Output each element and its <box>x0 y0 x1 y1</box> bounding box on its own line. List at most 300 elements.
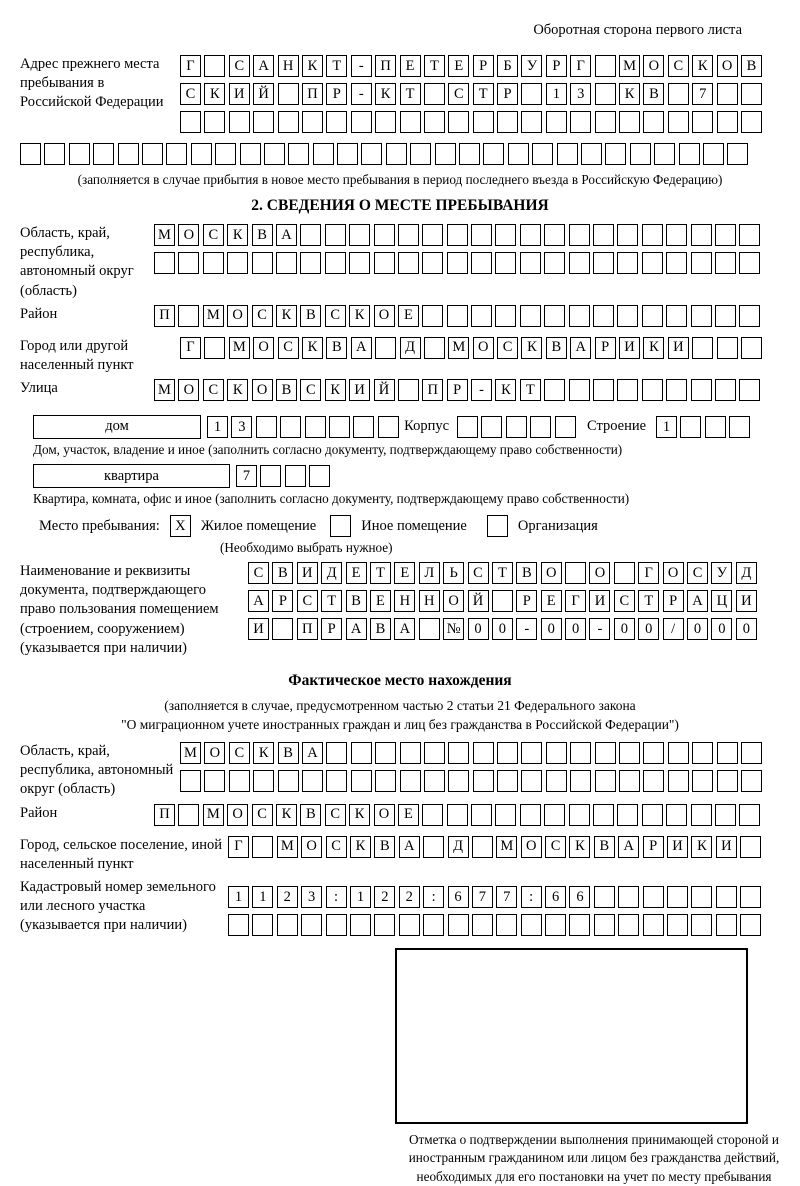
char-cell <box>240 143 261 165</box>
char-cell: К <box>692 55 713 77</box>
house-row <box>33 415 780 439</box>
char-cell <box>326 111 347 133</box>
char-cell: А <box>276 224 297 246</box>
char-cell: К <box>521 337 542 359</box>
char-cell <box>253 770 274 792</box>
char-row <box>180 337 780 359</box>
char-cell <box>715 224 736 246</box>
char-cell: О <box>589 562 610 584</box>
char-cell: Т <box>492 562 513 584</box>
organization-label: Организация <box>517 517 598 534</box>
char-row <box>154 305 780 327</box>
char-cell: С <box>229 742 250 764</box>
char-cell <box>448 914 469 936</box>
char-cell <box>741 83 762 105</box>
char-cell: В <box>300 305 321 327</box>
char-cell <box>569 305 590 327</box>
char-cell <box>44 143 65 165</box>
char-cell <box>581 143 602 165</box>
char-cell <box>471 224 492 246</box>
char-cell: А <box>394 618 415 640</box>
char-row <box>248 618 780 640</box>
char-cell <box>727 143 748 165</box>
actual-location-caption-1: (заполняется в случае, предусмотренном частью 2 статьи 21 Федерального закона <box>164 697 636 713</box>
char-cell: К <box>349 804 370 826</box>
char-cell <box>252 252 273 274</box>
char-cell <box>740 914 761 936</box>
char-cell: А <box>253 55 274 77</box>
char-cell: 3 <box>301 886 322 908</box>
char-cell <box>180 111 201 133</box>
char-cell <box>595 55 616 77</box>
char-cell: К <box>643 337 664 359</box>
char-cell: - <box>471 379 492 401</box>
char-cell <box>375 111 396 133</box>
char-cell <box>570 111 591 133</box>
actual-location-caption-2: "О миграционном учете иностранных граждан и лиц без гражданства в Российской Федерации") <box>121 717 679 732</box>
char-cell <box>668 111 689 133</box>
char-cell: 0 <box>711 618 732 640</box>
apartment-row <box>33 464 780 488</box>
char-cell: П <box>422 379 443 401</box>
char-cell <box>716 914 737 936</box>
organization-checkbox <box>487 515 508 537</box>
char-cell: О <box>663 562 684 584</box>
char-cell <box>595 770 616 792</box>
residential-label: Жилое помещение <box>200 517 317 534</box>
char-cell <box>546 742 567 764</box>
char-cell <box>473 111 494 133</box>
actual-city-label: Город, сельское поселение, иной населенный пункт <box>20 836 223 872</box>
char-cell <box>617 252 638 274</box>
char-cell: Т <box>473 83 494 105</box>
char-cell: У <box>521 55 542 77</box>
char-row <box>207 416 402 438</box>
char-cell <box>398 379 419 401</box>
char-cell <box>203 252 224 274</box>
char-cell <box>471 305 492 327</box>
char-cell: О <box>541 562 562 584</box>
char-cell <box>642 224 663 246</box>
char-cell: А <box>351 337 372 359</box>
char-cell <box>619 742 640 764</box>
char-cell <box>422 224 443 246</box>
char-cell: 1 <box>656 416 677 438</box>
char-cell <box>215 143 236 165</box>
char-cell: К <box>691 836 712 858</box>
char-cell <box>301 914 322 936</box>
char-cell <box>617 804 638 826</box>
char-cell: С <box>497 337 518 359</box>
char-cell: Р <box>473 55 494 77</box>
char-cell <box>313 143 334 165</box>
apartment-type-box: квартира <box>33 464 230 488</box>
char-cell <box>691 252 712 274</box>
char-cell: С <box>203 224 224 246</box>
char-cell: О <box>643 55 664 77</box>
char-cell: С <box>687 562 708 584</box>
char-cell <box>378 416 399 438</box>
char-cell <box>618 886 639 908</box>
char-cell: В <box>346 590 367 612</box>
char-cell <box>497 770 518 792</box>
char-cell: С <box>326 836 347 858</box>
char-cell: М <box>154 224 175 246</box>
char-cell: Д <box>400 337 421 359</box>
char-cell: И <box>736 590 757 612</box>
char-cell <box>361 143 382 165</box>
char-cell: О <box>473 337 494 359</box>
char-cell <box>506 416 527 438</box>
char-cell <box>302 770 323 792</box>
char-cell <box>617 224 638 246</box>
char-cell <box>520 804 541 826</box>
char-cell: М <box>229 337 250 359</box>
char-cell <box>309 465 330 487</box>
char-cell <box>717 83 738 105</box>
char-cell <box>374 224 395 246</box>
char-cell <box>424 770 445 792</box>
char-cell: 2 <box>374 886 395 908</box>
char-cell: 3 <box>231 416 252 438</box>
char-cell <box>278 770 299 792</box>
char-cell: П <box>375 55 396 77</box>
char-cell <box>739 379 760 401</box>
char-cell <box>739 804 760 826</box>
stay-type-row <box>39 515 780 537</box>
char-cell <box>643 886 664 908</box>
char-cell <box>178 252 199 274</box>
char-cell: Р <box>643 836 664 858</box>
char-cell: Й <box>374 379 395 401</box>
char-cell <box>325 252 346 274</box>
char-cell: В <box>643 83 664 105</box>
char-cell <box>375 742 396 764</box>
char-cell: С <box>278 337 299 359</box>
char-cell <box>691 886 712 908</box>
char-cell: 0 <box>541 618 562 640</box>
char-cell <box>326 914 347 936</box>
stamp-caption: Отметка о подтверждении выполнения принимающей стороной и иностранным гражданином или лицом без гражданства действий, необходимых для его постановки на учет по месту пребывания <box>408 1131 780 1184</box>
char-cell <box>614 562 635 584</box>
char-cell <box>630 143 651 165</box>
char-cell: С <box>468 562 489 584</box>
region-rows <box>154 224 780 280</box>
char-cell <box>399 914 420 936</box>
char-cell <box>472 914 493 936</box>
char-row <box>180 111 780 133</box>
char-cell <box>679 143 700 165</box>
char-row-full-width <box>20 143 780 165</box>
char-cell: Р <box>447 379 468 401</box>
char-cell <box>398 252 419 274</box>
field-street <box>20 379 780 407</box>
char-cell <box>521 111 542 133</box>
char-cell: Т <box>400 83 421 105</box>
char-cell: О <box>301 836 322 858</box>
char-cell: О <box>253 337 274 359</box>
char-cell: А <box>302 742 323 764</box>
char-cell <box>595 742 616 764</box>
char-cell: 1 <box>207 416 228 438</box>
char-cell <box>473 770 494 792</box>
char-cell <box>20 143 41 165</box>
char-cell: К <box>302 337 323 359</box>
char-cell: М <box>496 836 517 858</box>
char-cell: Б <box>497 55 518 77</box>
char-cell <box>569 379 590 401</box>
char-cell <box>386 143 407 165</box>
char-cell <box>593 305 614 327</box>
char-cell: 1 <box>350 886 371 908</box>
char-cell: М <box>203 804 224 826</box>
char-cell <box>178 804 199 826</box>
char-cell: 6 <box>448 886 469 908</box>
char-cell <box>375 337 396 359</box>
stay-type-hint: (Необходимо выбрать нужное) <box>220 540 393 556</box>
char-cell <box>668 742 689 764</box>
char-cell <box>740 886 761 908</box>
char-cell <box>424 337 445 359</box>
field-city <box>20 337 780 375</box>
char-cell: В <box>546 337 567 359</box>
apartment-caption: Квартира, комната, офис и иное (заполнить согласно документу, подтверждающему право собственности) <box>33 491 630 507</box>
char-cell <box>447 804 468 826</box>
char-cell: О <box>227 305 248 327</box>
char-row <box>228 886 780 908</box>
char-cell: О <box>521 836 542 858</box>
char-cell: К <box>619 83 640 105</box>
char-cell: В <box>252 224 273 246</box>
char-cell: С <box>297 590 318 612</box>
char-cell: Г <box>565 590 586 612</box>
char-cell <box>204 337 225 359</box>
char-cell <box>705 416 726 438</box>
char-cell: А <box>618 836 639 858</box>
char-row <box>154 379 780 401</box>
char-cell: Е <box>398 804 419 826</box>
char-cell <box>375 770 396 792</box>
char-cell <box>643 770 664 792</box>
char-cell <box>667 886 688 908</box>
char-cell: Г <box>180 337 201 359</box>
char-cell <box>288 143 309 165</box>
char-cell: 0 <box>614 618 635 640</box>
char-cell: В <box>326 337 347 359</box>
other-premises-label: Иное помещение <box>361 517 467 534</box>
char-cell: 0 <box>565 618 586 640</box>
char-cell <box>300 252 321 274</box>
char-cell: П <box>297 618 318 640</box>
char-cell <box>191 143 212 165</box>
char-cell <box>326 742 347 764</box>
char-cell: М <box>203 305 224 327</box>
char-cell <box>595 83 616 105</box>
char-cell <box>666 224 687 246</box>
char-cell: Й <box>468 590 489 612</box>
char-cell <box>400 742 421 764</box>
char-cell: С <box>203 379 224 401</box>
char-cell <box>570 742 591 764</box>
char-cell <box>495 804 516 826</box>
char-cell <box>569 914 590 936</box>
char-cell <box>530 416 551 438</box>
char-cell: К <box>495 379 516 401</box>
char-cell: С <box>252 305 273 327</box>
char-cell: И <box>716 836 737 858</box>
char-row <box>457 416 579 438</box>
char-row <box>180 83 780 105</box>
field-district <box>20 305 780 333</box>
char-row <box>228 836 780 858</box>
char-cell: : <box>521 886 542 908</box>
char-cell <box>643 742 664 764</box>
char-cell: О <box>252 379 273 401</box>
char-cell: О <box>227 804 248 826</box>
char-cell: Е <box>448 55 469 77</box>
char-cell <box>557 143 578 165</box>
char-cell: И <box>349 379 370 401</box>
char-cell: О <box>443 590 464 612</box>
char-row <box>228 914 780 936</box>
char-cell <box>447 252 468 274</box>
char-cell <box>544 224 565 246</box>
char-cell <box>521 914 542 936</box>
char-cell <box>617 379 638 401</box>
char-cell <box>717 337 738 359</box>
char-cell <box>154 252 175 274</box>
char-cell: 0 <box>736 618 757 640</box>
char-cell <box>691 914 712 936</box>
char-cell: О <box>204 742 225 764</box>
char-cell: 7 <box>236 465 257 487</box>
char-cell <box>204 770 225 792</box>
char-cell <box>619 770 640 792</box>
char-cell <box>93 143 114 165</box>
char-cell: - <box>589 618 610 640</box>
char-cell: Р <box>321 618 342 640</box>
char-cell <box>555 416 576 438</box>
char-cell: Д <box>448 836 469 858</box>
char-cell <box>398 224 419 246</box>
char-cell: О <box>178 224 199 246</box>
char-cell: С <box>325 305 346 327</box>
char-cell: Е <box>400 55 421 77</box>
char-row <box>180 55 780 77</box>
char-cell <box>666 379 687 401</box>
char-cell <box>69 143 90 165</box>
char-cell <box>497 111 518 133</box>
char-cell <box>643 914 664 936</box>
char-cell <box>300 224 321 246</box>
char-cell <box>337 143 358 165</box>
char-cell <box>350 914 371 936</box>
char-cell <box>252 836 273 858</box>
char-cell: К <box>325 379 346 401</box>
char-cell: 2 <box>399 886 420 908</box>
char-row <box>154 252 780 274</box>
char-cell <box>435 143 456 165</box>
field-prev-address <box>20 55 780 139</box>
house-caption: Дом, участок, владение и иное (заполнить согласно документу, подтверждающему право собственности) <box>33 441 623 457</box>
char-cell: Ь <box>443 562 464 584</box>
char-row <box>180 770 780 792</box>
char-cell: К <box>204 83 225 105</box>
char-cell <box>329 416 350 438</box>
char-cell <box>654 143 675 165</box>
char-cell <box>353 416 374 438</box>
char-cell <box>593 252 614 274</box>
char-cell <box>593 804 614 826</box>
char-cell <box>228 914 249 936</box>
char-cell <box>666 252 687 274</box>
char-cell <box>739 305 760 327</box>
char-cell: М <box>448 337 469 359</box>
char-cell: П <box>302 83 323 105</box>
char-cell: - <box>516 618 537 640</box>
char-cell <box>423 914 444 936</box>
char-cell: С <box>614 590 635 612</box>
char-cell: Т <box>424 55 445 77</box>
char-cell <box>532 143 553 165</box>
char-cell <box>716 886 737 908</box>
char-cell <box>741 337 762 359</box>
char-cell: К <box>569 836 590 858</box>
char-cell <box>594 914 615 936</box>
char-cell: М <box>180 742 201 764</box>
char-cell: М <box>619 55 640 77</box>
char-cell <box>544 804 565 826</box>
char-cell <box>374 914 395 936</box>
char-cell <box>400 770 421 792</box>
char-cell <box>419 618 440 640</box>
char-cell <box>447 224 468 246</box>
char-cell: М <box>277 836 298 858</box>
char-cell: У <box>711 562 732 584</box>
char-cell <box>666 804 687 826</box>
document-label: Наименование и реквизиты документа, подтверждающего право пользования помещением (строением, сооружением) (указывается при наличии) <box>20 563 219 656</box>
char-cell <box>619 111 640 133</box>
char-cell <box>142 143 163 165</box>
char-cell <box>691 305 712 327</box>
char-cell <box>692 742 713 764</box>
field-cadastre <box>20 878 780 942</box>
char-cell: : <box>326 886 347 908</box>
char-cell <box>618 914 639 936</box>
char-cell <box>703 143 724 165</box>
char-cell <box>495 224 516 246</box>
char-cell <box>668 770 689 792</box>
district-label: Район <box>20 305 58 322</box>
char-row <box>180 742 780 764</box>
char-cell <box>717 111 738 133</box>
char-cell: Т <box>520 379 541 401</box>
char-cell: 6 <box>569 886 590 908</box>
street-label: Улица <box>20 379 58 396</box>
char-cell: 1 <box>546 83 567 105</box>
char-cell <box>349 252 370 274</box>
char-cell: В <box>276 379 297 401</box>
char-cell <box>717 770 738 792</box>
char-cell <box>252 914 273 936</box>
prev-address-caption: (заполняется в случае прибытия в новое место пребывания в период последнего въезда в Российскую Федерацию) <box>77 172 723 187</box>
char-cell <box>729 416 750 438</box>
prev-address-rows <box>180 55 780 139</box>
confirmation-stamp-area <box>395 948 748 1124</box>
char-cell <box>280 416 301 438</box>
stroenie-label: Строение <box>586 418 647 435</box>
char-cell: И <box>589 590 610 612</box>
